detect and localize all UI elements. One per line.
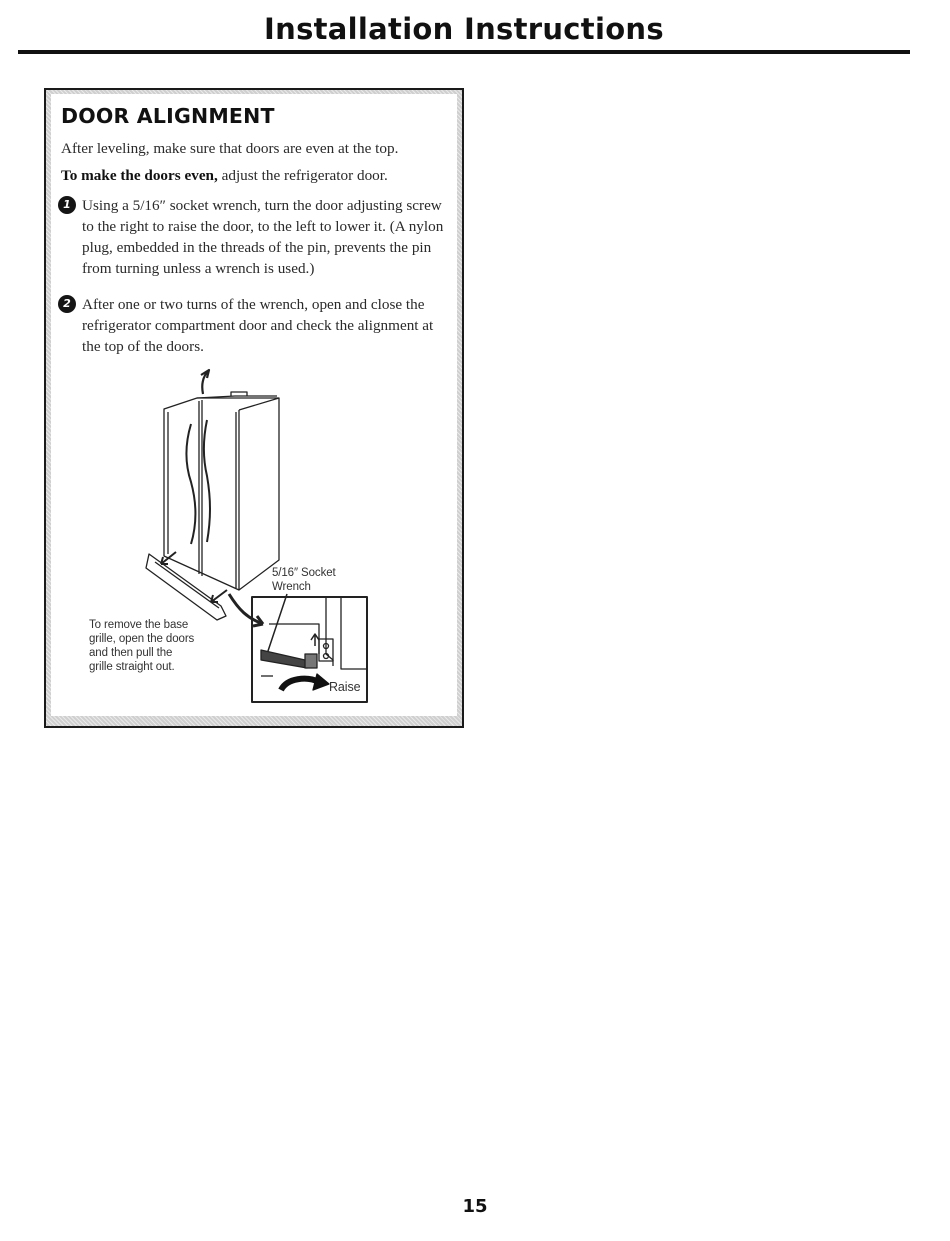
step-text: After one or two turns of the wrench, open and close the refrigerator compartment door and check the alignment at the top of the doors. (82, 296, 434, 355)
socket-wrench-icon (261, 650, 307, 668)
intro-paragraph: After leveling, make sure that doors are even at the top. (61, 140, 399, 157)
panel-content (51, 94, 457, 716)
raise-label: Raise (329, 680, 361, 694)
arrow-icon (211, 590, 227, 602)
page-title: Installation Instructions (264, 12, 664, 46)
door-alignment-panel (44, 88, 464, 728)
step-text: Using a 5/16″ socket wrench, turn the door adjusting screw to the right to raise the door, to the left to lower it. (A nylon plug, embedded in the threads of the pin, prevents the pin from turning unless a wrench is used.) (82, 197, 444, 277)
wrench-label: 5/16″ Socket Wrench (272, 567, 336, 593)
refrigerator-outline (164, 398, 279, 590)
top-hinge (231, 392, 247, 396)
lead-rest-text: adjust the refrigerator door. (217, 167, 388, 184)
base-grille (146, 554, 226, 620)
grille-caption: To remove the base grille, open the doors and then pull the grille straight out. (89, 619, 195, 673)
door-handle-right (204, 420, 210, 542)
step-number-icon: 1 (58, 196, 76, 214)
lead-paragraph (61, 165, 451, 186)
raise-arrow-icon (281, 679, 319, 690)
lead-bold-text: To make the doors even, (61, 167, 218, 184)
step-number-icon: 2 (58, 295, 76, 313)
arrow-icon (161, 552, 176, 564)
door-handle-left (187, 424, 196, 544)
step-2 (58, 294, 453, 357)
step-1 (58, 195, 453, 279)
curved-arrow-icon (229, 594, 263, 624)
page-number: 15 (462, 1196, 488, 1217)
page-header (18, 10, 910, 54)
section-title: DOOR ALIGNMENT (61, 104, 275, 128)
rotate-arrow-icon (201, 370, 209, 394)
